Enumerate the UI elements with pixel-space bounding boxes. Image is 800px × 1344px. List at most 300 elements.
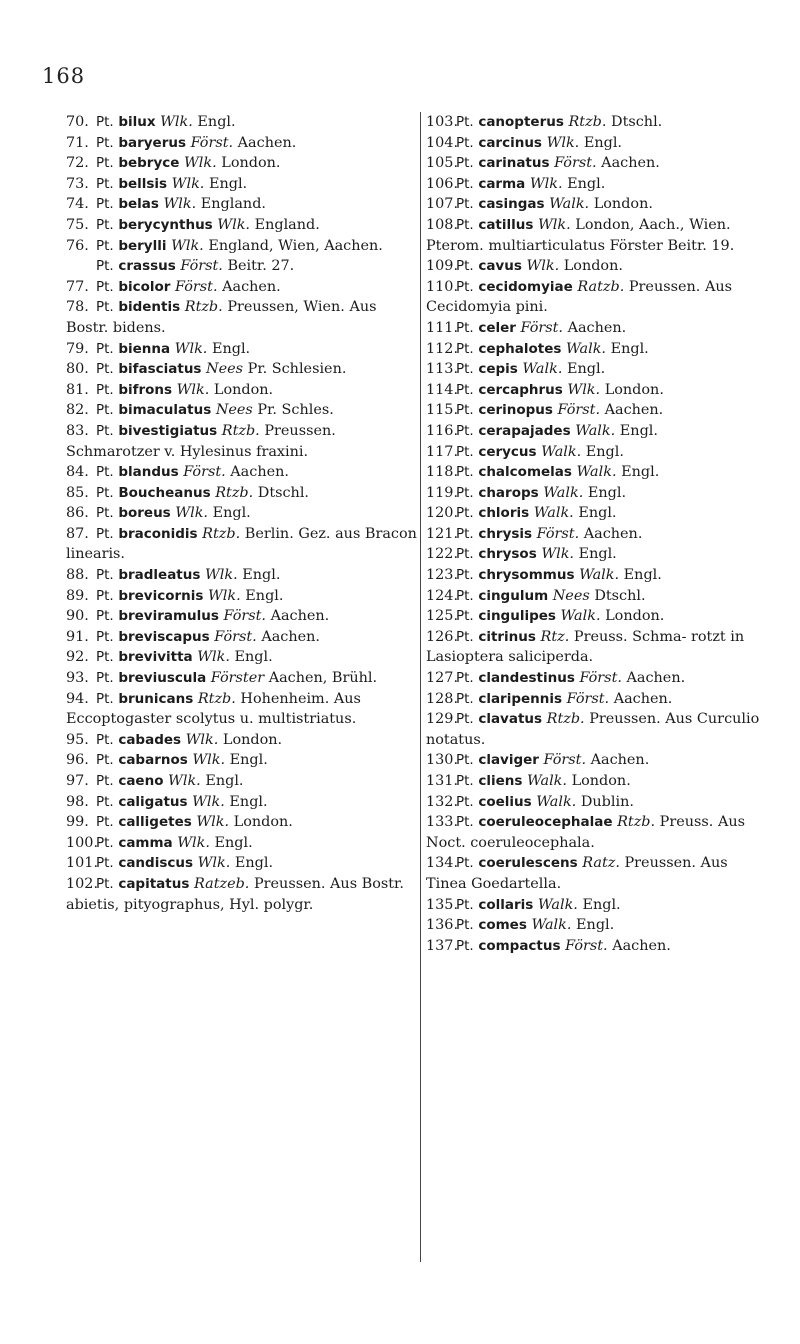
- entry-number: 86.: [66, 505, 89, 522]
- species-entry: [66, 236, 418, 257]
- species-name: carinatus: [478, 155, 550, 172]
- entry-number: 128.: [426, 690, 459, 707]
- genus-abbrev: Pt.: [456, 711, 474, 728]
- author: Wlk.: [204, 567, 238, 584]
- species-entry: [426, 915, 771, 936]
- genus-abbrev: Pt.: [456, 114, 474, 130]
- locality: London.: [593, 196, 653, 213]
- author: Först.: [180, 258, 223, 275]
- species-name: caeno: [118, 773, 164, 789]
- species-name: cerapajades: [478, 422, 571, 439]
- genus-abbrev: Pt.: [456, 937, 474, 954]
- genus-abbrev: Pt.: [96, 114, 114, 130]
- locality: Engl.: [205, 773, 244, 789]
- locality: Engl.: [229, 793, 268, 810]
- species-name: breviscapus: [118, 628, 210, 645]
- locality: London.: [222, 731, 283, 748]
- species-name: cingulipes: [478, 608, 556, 625]
- author: Wlk.: [192, 752, 226, 769]
- species-entry: [66, 359, 418, 380]
- entry-number: 77.: [66, 278, 89, 295]
- locality: Engl.: [211, 340, 251, 357]
- entry-number: 90.: [66, 608, 89, 625]
- species-name: cabarnos: [118, 752, 188, 769]
- entry-number: 132.: [426, 793, 459, 810]
- genus-abbrev: Pt.: [96, 731, 114, 748]
- entry-note: Pterom. multiarticulatus Förster Beitr. 19.: [426, 237, 735, 254]
- species-entry: [66, 586, 418, 607]
- column-divider: [420, 112, 421, 1262]
- species-name: carcinus: [478, 134, 542, 151]
- genus-abbrev: Pt.: [96, 773, 114, 789]
- author: Wlk.: [171, 175, 205, 192]
- author: Walk.: [533, 505, 574, 522]
- entry-number: 83.: [66, 422, 89, 439]
- locality: Dublin.: [580, 793, 634, 810]
- species-entry: [66, 277, 418, 298]
- entry-number: 82.: [66, 402, 89, 419]
- author: Förster: [210, 670, 265, 687]
- author: Wlk.: [529, 175, 563, 192]
- genus-abbrev: Pt.: [456, 319, 474, 336]
- author: Först.: [557, 402, 601, 419]
- entry-number: 117.: [426, 443, 459, 460]
- species-name: cavus: [478, 258, 522, 275]
- species-name: claviger: [478, 752, 539, 769]
- locality: Engl.: [582, 896, 621, 913]
- entry-number: 110.: [426, 278, 459, 295]
- species-name: bifasciatus: [118, 361, 202, 378]
- species-entry: [66, 689, 418, 730]
- species-name: catillus: [478, 216, 534, 233]
- species-entry: [66, 565, 418, 586]
- locality: England.: [200, 196, 266, 213]
- locality: Aachen.: [230, 464, 289, 481]
- locality: Aachen.: [613, 690, 673, 707]
- species-entry: [66, 297, 418, 338]
- locality: Engl.: [610, 340, 649, 357]
- species-name: bifrons: [118, 381, 173, 398]
- genus-abbrev: Pt.: [456, 567, 474, 584]
- genus-abbrev: Pt.: [456, 216, 474, 233]
- genus-abbrev: Pt.: [96, 196, 114, 213]
- author: Wlk.: [208, 587, 241, 604]
- locality: Engl.: [234, 855, 274, 872]
- entry-number: 113.: [426, 361, 459, 378]
- locality: Preussen.: [628, 278, 701, 295]
- author: Walk.: [565, 340, 607, 357]
- species-entry: [66, 730, 418, 751]
- species-entry: [426, 256, 771, 277]
- author: Rtzb.: [215, 484, 254, 501]
- species-entry: [426, 400, 771, 421]
- species-entry: [426, 462, 771, 483]
- locality: Aachen.: [626, 670, 686, 687]
- author: Walk.: [576, 464, 617, 481]
- locality: Pr. Schlesien.: [247, 361, 347, 378]
- locality: Aachen.: [261, 628, 320, 645]
- species-name: cephalotes: [478, 340, 562, 357]
- species-entry: [426, 936, 771, 957]
- genus-abbrev: Pt.: [96, 875, 114, 892]
- locality: Aachen.: [270, 608, 330, 625]
- species-entry: [426, 380, 771, 401]
- author: Först.: [565, 937, 608, 954]
- locality: Engl.: [245, 587, 284, 604]
- entry-number: 87.: [66, 525, 89, 542]
- entry-number: 88.: [66, 567, 89, 584]
- entry-note: Aus Bostr. abietis, pityographus, Hyl. polygr.: [66, 875, 404, 913]
- entry-number: 81.: [66, 381, 89, 398]
- species-entry: [426, 318, 771, 339]
- locality: England, Wien, Aachen.: [208, 237, 383, 254]
- entry-number: 135.: [426, 896, 459, 913]
- species-entry: [66, 112, 418, 133]
- entry-number: 84.: [66, 464, 89, 481]
- entry-number: 129.: [426, 711, 459, 728]
- species-entry: [426, 277, 771, 318]
- species-name: blandus: [118, 464, 179, 481]
- entry-number: 74.: [66, 196, 89, 213]
- entry-number: 115.: [426, 402, 459, 419]
- locality: London.: [221, 155, 281, 172]
- locality: Engl.: [208, 175, 248, 192]
- species-entry: [66, 524, 418, 565]
- entry-number: 79.: [66, 340, 89, 357]
- author: Först.: [223, 608, 266, 625]
- locality: Engl.: [212, 505, 251, 522]
- species-entry: [426, 339, 771, 360]
- entry-number: 130.: [426, 752, 459, 769]
- entry-number: 89.: [66, 587, 89, 604]
- author: Wlk.: [538, 216, 571, 233]
- genus-abbrev: Pt.: [96, 567, 114, 584]
- species-name: cepis: [478, 361, 518, 378]
- author: Wlk.: [175, 505, 208, 522]
- species-entry: [426, 853, 771, 894]
- locality: Dtschl.: [257, 484, 309, 501]
- genus-abbrev: Pt.: [96, 752, 114, 769]
- species-entry: [66, 339, 418, 360]
- species-entry: [66, 400, 418, 421]
- entry-number: 107.: [426, 196, 459, 213]
- locality: Engl.: [587, 484, 627, 501]
- locality: London.: [213, 381, 274, 398]
- locality: Preussen, Wien.: [227, 299, 345, 316]
- genus-abbrev: Pt.: [96, 381, 114, 398]
- entry-note: Curculio notatus.: [426, 711, 760, 748]
- entry-number: 94.: [66, 690, 89, 707]
- locality: Aachen.: [612, 937, 671, 954]
- species-entry: [426, 668, 771, 689]
- entry-number: 104.: [426, 134, 459, 151]
- species-entry: [426, 709, 771, 750]
- species-name: comes: [478, 917, 527, 934]
- author: Först.: [183, 464, 226, 481]
- species-entry: [66, 421, 418, 462]
- species-entry: [66, 668, 418, 689]
- species-entry: [66, 503, 418, 524]
- locality: Engl.: [567, 361, 606, 378]
- species-name: caligatus: [118, 793, 188, 810]
- author: Först.: [175, 278, 218, 295]
- species-name: cecidomyiae: [478, 278, 573, 295]
- entry-note: Aus Bostr. bidens.: [66, 299, 377, 336]
- locality: London.: [233, 814, 293, 831]
- species-entry: [426, 153, 771, 174]
- author: Ratzeb.: [193, 875, 250, 892]
- species-name: breviramulus: [118, 608, 219, 625]
- species-entry: [426, 812, 771, 853]
- author: Walk.: [541, 443, 582, 460]
- species-name: bicolor: [118, 278, 171, 295]
- author: Rtzb.: [617, 814, 656, 831]
- entry-number: 96.: [66, 752, 89, 769]
- species-entry: [66, 812, 418, 833]
- locality: Hohenheim.: [240, 690, 330, 707]
- author: Först.: [554, 155, 597, 172]
- entry-number: 70.: [66, 114, 89, 130]
- species-name: bebryce: [118, 155, 180, 172]
- entry-number: 131.: [426, 773, 459, 789]
- entry-number: 78.: [66, 299, 89, 316]
- species-name: bradleatus: [118, 567, 201, 584]
- genus-abbrev: Pt.: [96, 422, 114, 439]
- locality: Aachen.: [604, 402, 664, 419]
- locality: London, Aach., Wien.: [575, 216, 731, 233]
- entry-number: 73.: [66, 175, 89, 192]
- locality: Aachen.: [567, 319, 627, 336]
- genus-abbrev: Pt.: [96, 834, 114, 851]
- species-name: citrinus: [478, 628, 536, 645]
- genus-abbrev: Pt.: [456, 855, 474, 872]
- author: Walk.: [543, 484, 584, 501]
- locality: Engl.: [197, 114, 236, 130]
- species-name: collaris: [478, 896, 534, 913]
- species-name: Boucheanus: [118, 484, 211, 501]
- author: Walk.: [537, 896, 578, 913]
- author: Walk.: [526, 773, 567, 789]
- author: Först.: [520, 319, 563, 336]
- species-entry: [66, 133, 418, 154]
- author: Walk.: [579, 567, 620, 584]
- entry-number: 114.: [426, 381, 459, 398]
- species-entry: [66, 627, 418, 648]
- author: Walk.: [522, 361, 563, 378]
- entry-number: 133.: [426, 814, 459, 831]
- locality: Engl.: [578, 505, 617, 522]
- author: Wlk.: [176, 381, 210, 398]
- genus-abbrev: Pt.: [96, 155, 114, 172]
- species-name: calligetes: [118, 814, 192, 831]
- author: Rtzb.: [202, 525, 241, 542]
- author: Wlk.: [177, 834, 210, 851]
- genus-abbrev: Pt.: [456, 628, 474, 645]
- left-column: [66, 112, 418, 915]
- species-entry: [66, 771, 418, 792]
- species-name: brevivitta: [118, 649, 193, 666]
- locality: Berlin. Gez.: [244, 525, 331, 542]
- genus-abbrev: Pt.: [456, 402, 474, 419]
- species-entry: [66, 256, 418, 277]
- species-name: cerinopus: [478, 402, 553, 419]
- author: Först.: [566, 690, 610, 707]
- locality: Aachen.: [237, 134, 297, 151]
- species-entry: [426, 112, 771, 133]
- author: Wlk.: [526, 258, 560, 275]
- species-entry: [426, 194, 771, 215]
- species-entry: [426, 359, 771, 380]
- species-entry: [426, 174, 771, 195]
- author: Ratz.: [582, 855, 620, 872]
- genus-abbrev: Pt.: [456, 793, 474, 810]
- author: Först.: [579, 670, 622, 687]
- genus-abbrev: Pt.: [456, 752, 474, 769]
- species-entry: [66, 833, 418, 854]
- genus-abbrev: Pt.: [96, 793, 114, 810]
- entry-number: 95.: [66, 731, 89, 748]
- author: Walk.: [575, 422, 616, 439]
- species-name: bimaculatus: [118, 402, 212, 419]
- entry-note: Aus Eccoptogaster scolytus u. multistriatus.: [66, 690, 361, 728]
- author: Walk.: [536, 793, 577, 810]
- species-name: capitatus: [118, 875, 190, 892]
- locality: Aachen, Brühl.: [268, 670, 378, 687]
- locality: Engl.: [583, 134, 623, 151]
- species-name: braconidis: [118, 525, 198, 542]
- species-name: bellsis: [118, 175, 168, 192]
- entry-number: 126.: [426, 628, 459, 645]
- species-name: cingulum: [478, 587, 549, 604]
- author: Wlk.: [217, 216, 250, 233]
- entry-number: 80.: [66, 361, 89, 378]
- species-name: claripennis: [478, 690, 563, 707]
- entry-number: 108.: [426, 216, 459, 233]
- genus-abbrev: Pt.: [456, 155, 474, 172]
- genus-abbrev: Pt.: [96, 361, 114, 378]
- locality: Aachen.: [590, 752, 650, 769]
- genus-abbrev: Pt.: [456, 258, 474, 275]
- species-name: berycynthus: [118, 216, 213, 233]
- entry-number: 72.: [66, 155, 89, 172]
- entry-number: 112.: [426, 340, 459, 357]
- author: Wlk.: [546, 134, 580, 151]
- author: Wlk.: [174, 340, 208, 357]
- genus-abbrev: Pt.: [96, 628, 114, 645]
- locality: Engl.: [623, 567, 662, 584]
- genus-abbrev: Pt.: [96, 258, 114, 275]
- author: Wlk.: [160, 114, 193, 130]
- entry-number: 109.: [426, 258, 459, 275]
- entry-number: 85.: [66, 484, 89, 501]
- entry-number: 75.: [66, 216, 89, 233]
- genus-abbrev: Pt.: [456, 690, 474, 707]
- entry-number: 121.: [426, 525, 459, 542]
- entry-number: 97.: [66, 773, 89, 789]
- author: Först.: [536, 525, 580, 542]
- author: Wlk.: [192, 793, 225, 810]
- author: Wlk.: [567, 381, 601, 398]
- species-entry: [426, 503, 771, 524]
- entry-number: 92.: [66, 649, 89, 666]
- species-name: clavatus: [478, 711, 543, 728]
- entry-note: Schmarotzer v. Hylesinus fraxini.: [66, 443, 309, 460]
- author: Walk.: [531, 917, 572, 934]
- locality: Engl.: [578, 546, 617, 563]
- species-name: bilux: [118, 114, 156, 130]
- species-entry: [426, 524, 771, 545]
- author: Nees: [215, 402, 253, 419]
- species-entry: [426, 586, 771, 607]
- species-entry: [66, 174, 418, 195]
- species-entry: [426, 792, 771, 813]
- genus-abbrev: Pt.: [456, 608, 474, 625]
- locality: Engl.: [567, 175, 606, 192]
- author: Wlk.: [197, 649, 230, 666]
- entry-note: Aus Noct. coeruleocephala.: [426, 814, 745, 851]
- species-entry: [66, 606, 418, 627]
- genus-abbrev: Pt.: [456, 361, 474, 378]
- entry-number: 93.: [66, 670, 89, 687]
- author: Wlk.: [197, 855, 231, 872]
- locality: London.: [604, 381, 664, 398]
- species-entry: [426, 750, 771, 771]
- entry-number: 106.: [426, 175, 459, 192]
- locality: Aachen.: [601, 155, 660, 172]
- author: Rtzb.: [197, 690, 236, 707]
- right-column: [426, 112, 771, 956]
- species-entry: [426, 565, 771, 586]
- species-name: coeruleocephalae: [478, 814, 613, 831]
- species-name: compactus: [478, 937, 561, 954]
- species-name: canopterus: [478, 114, 564, 130]
- author: Wlk.: [184, 155, 217, 172]
- species-name: casingas: [478, 196, 545, 213]
- genus-abbrev: Pt.: [96, 216, 114, 233]
- genus-abbrev: Pt.: [456, 814, 474, 831]
- genus-abbrev: Pt.: [456, 896, 474, 913]
- species-entry: [426, 442, 771, 463]
- species-name: breviuscula: [118, 670, 207, 687]
- genus-abbrev: Pt.: [96, 175, 114, 192]
- species-name: cabades: [118, 731, 182, 748]
- genus-abbrev: Pt.: [96, 464, 114, 481]
- genus-abbrev: Pt.: [456, 525, 474, 542]
- species-entry: [426, 215, 771, 256]
- species-name: camma: [118, 834, 173, 851]
- genus-abbrev: Pt.: [456, 587, 474, 604]
- species-name: coerulescens: [478, 855, 578, 872]
- genus-abbrev: Pt.: [456, 484, 474, 501]
- author: Först.: [214, 628, 257, 645]
- genus-abbrev: Pt.: [96, 505, 114, 522]
- entry-number: 136.: [426, 917, 459, 934]
- species-name: charops: [478, 484, 539, 501]
- species-entry: [426, 133, 771, 154]
- locality: Engl.: [621, 464, 660, 481]
- genus-abbrev: Pt.: [96, 237, 114, 254]
- entry-number: 98.: [66, 793, 89, 810]
- species-entry: [426, 421, 771, 442]
- locality: Engl.: [214, 834, 253, 851]
- entry-number: 101.: [66, 855, 99, 872]
- entry-number: 120.: [426, 505, 459, 522]
- genus-abbrev: Pt.: [456, 278, 474, 295]
- author: Rtzb.: [568, 114, 607, 130]
- locality: Preuss. Schma-: [573, 628, 687, 645]
- species-entry: [426, 483, 771, 504]
- species-entry: [426, 895, 771, 916]
